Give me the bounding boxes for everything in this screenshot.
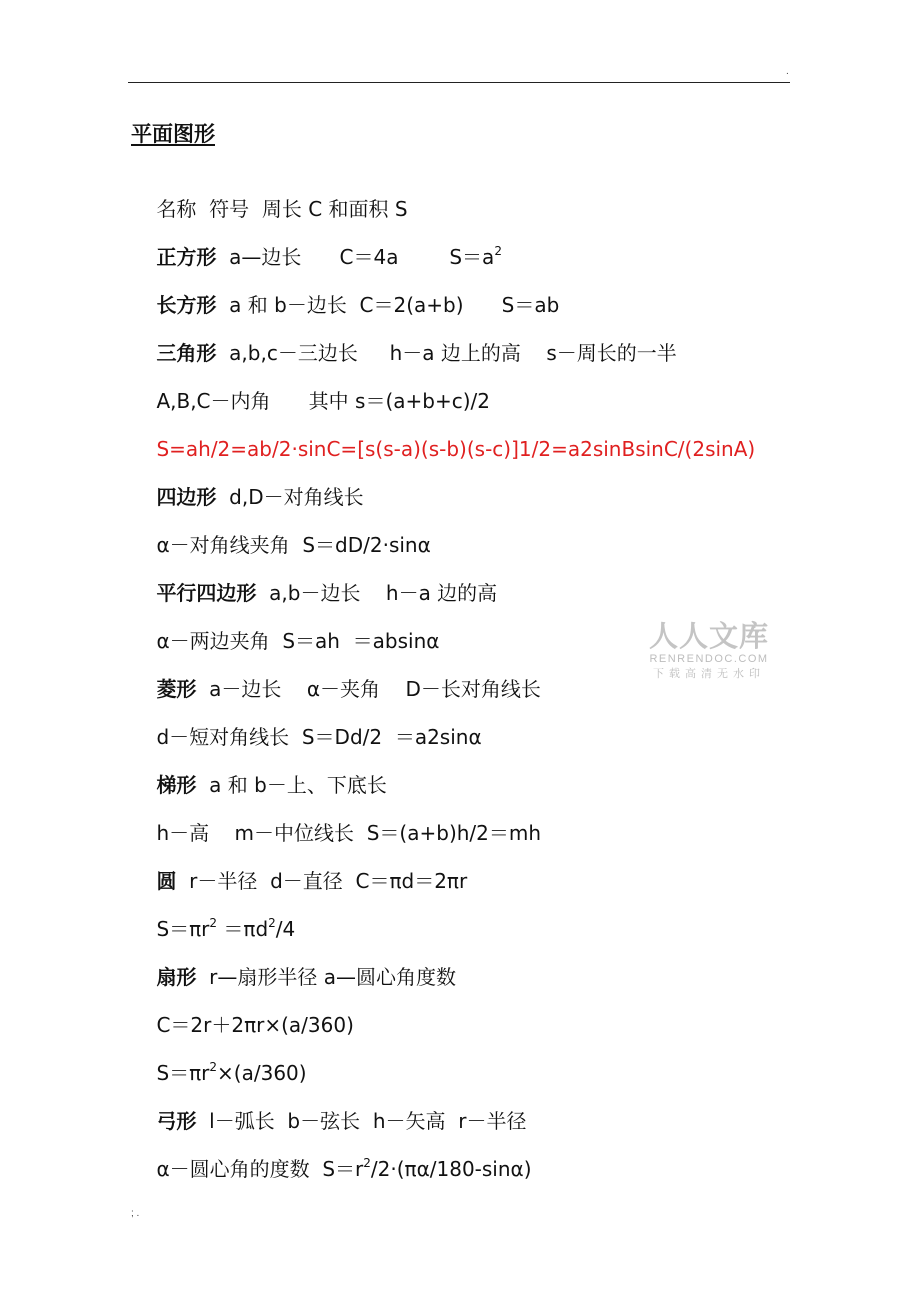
line-text: C＝2r＋2πr×(a/360) (156, 1013, 354, 1037)
line-text: d,D－对角线长 (216, 485, 364, 509)
line-text: h－高 m－中位线长 S＝(a+b)h/2＝mh (156, 821, 542, 845)
line-text: d－短对角线长 S＝Dd/2 ＝a2sinα (156, 725, 482, 749)
line-text: a,b－边长 h－a 边的高 (256, 581, 498, 605)
shape-name: 梯形 (156, 773, 197, 797)
line-text: a－边长 α－夹角 D－长对角线长 (196, 677, 541, 701)
line-text: r－半径 d－直径 C＝πd＝2πr (176, 869, 468, 893)
line-text: a 和 b－上、下底长 (196, 773, 387, 797)
line-text: S=ah/2=ab/2·sinC=[s(s-a)(s-b)(s-c)]1/2=a2sinBsinC/(2sinA) (156, 437, 756, 461)
line-text: r—扇形半径 a—圆心角度数 (196, 965, 456, 989)
line-text: l－弧长 b－弦长 h－矢高 r－半径 (196, 1109, 527, 1133)
line-text: a,b,c－三边长 h－a 边上的高 s－周长的一半 (216, 341, 677, 365)
superscript: 2 (494, 244, 502, 258)
superscript: 2 (268, 916, 276, 930)
header-rule (128, 82, 790, 83)
superscript: 2 (209, 916, 218, 930)
shape-name: 弓形 (156, 1109, 197, 1133)
watermark (644, 620, 774, 681)
watermark-url: RENRENDOC.COM (649, 653, 769, 665)
line-text: S＝πr (156, 1061, 210, 1085)
line-text: /2·(πα/180-sinα) (370, 1157, 532, 1181)
line-text: α－圆心角的度数 S＝r (156, 1157, 364, 1181)
shape-name: 长方形 (156, 293, 217, 317)
shape-name: 正方形 (156, 245, 217, 269)
shape-name: 扇形 (156, 965, 197, 989)
section-title: 平面图形 (131, 122, 215, 146)
watermark-slogan: 下载高清无水印 (653, 667, 765, 680)
line-text: S＝πr (156, 917, 210, 941)
line-text: a 和 b－边长 C＝2(a+b) S＝ab (216, 293, 560, 317)
shape-name: 四边形 (156, 485, 217, 509)
watermark-logo: 人人文库 (648, 619, 769, 653)
superscript: 2 (363, 1156, 371, 1170)
shape-name: 三角形 (156, 341, 217, 365)
line-text: a—边长 C＝4a S＝a (216, 245, 495, 269)
line-text: A,B,C－内角 其中 s＝(a+b+c)/2 (156, 389, 490, 413)
superscript: 2 (209, 1060, 218, 1074)
line-text: α－两边夹角 S＝ah ＝absinα (156, 629, 440, 653)
line-text: α－对角线夹角 S＝dD/2·sinα (156, 533, 431, 557)
line-text: ×(a/360) (217, 1061, 307, 1085)
line-text: /4 (275, 917, 296, 941)
shape-name: 平行四边形 (156, 581, 257, 605)
segment-area-line (131, 1130, 532, 1208)
line-text: ＝πd (217, 917, 269, 941)
shape-name: 圆 (156, 869, 177, 893)
line-text: 名称 符号 周长 C 和面积 S (156, 197, 408, 221)
shape-name: 菱形 (156, 677, 197, 701)
footer-marks: ; . (131, 1208, 140, 1219)
header-dot: . (786, 66, 789, 77)
